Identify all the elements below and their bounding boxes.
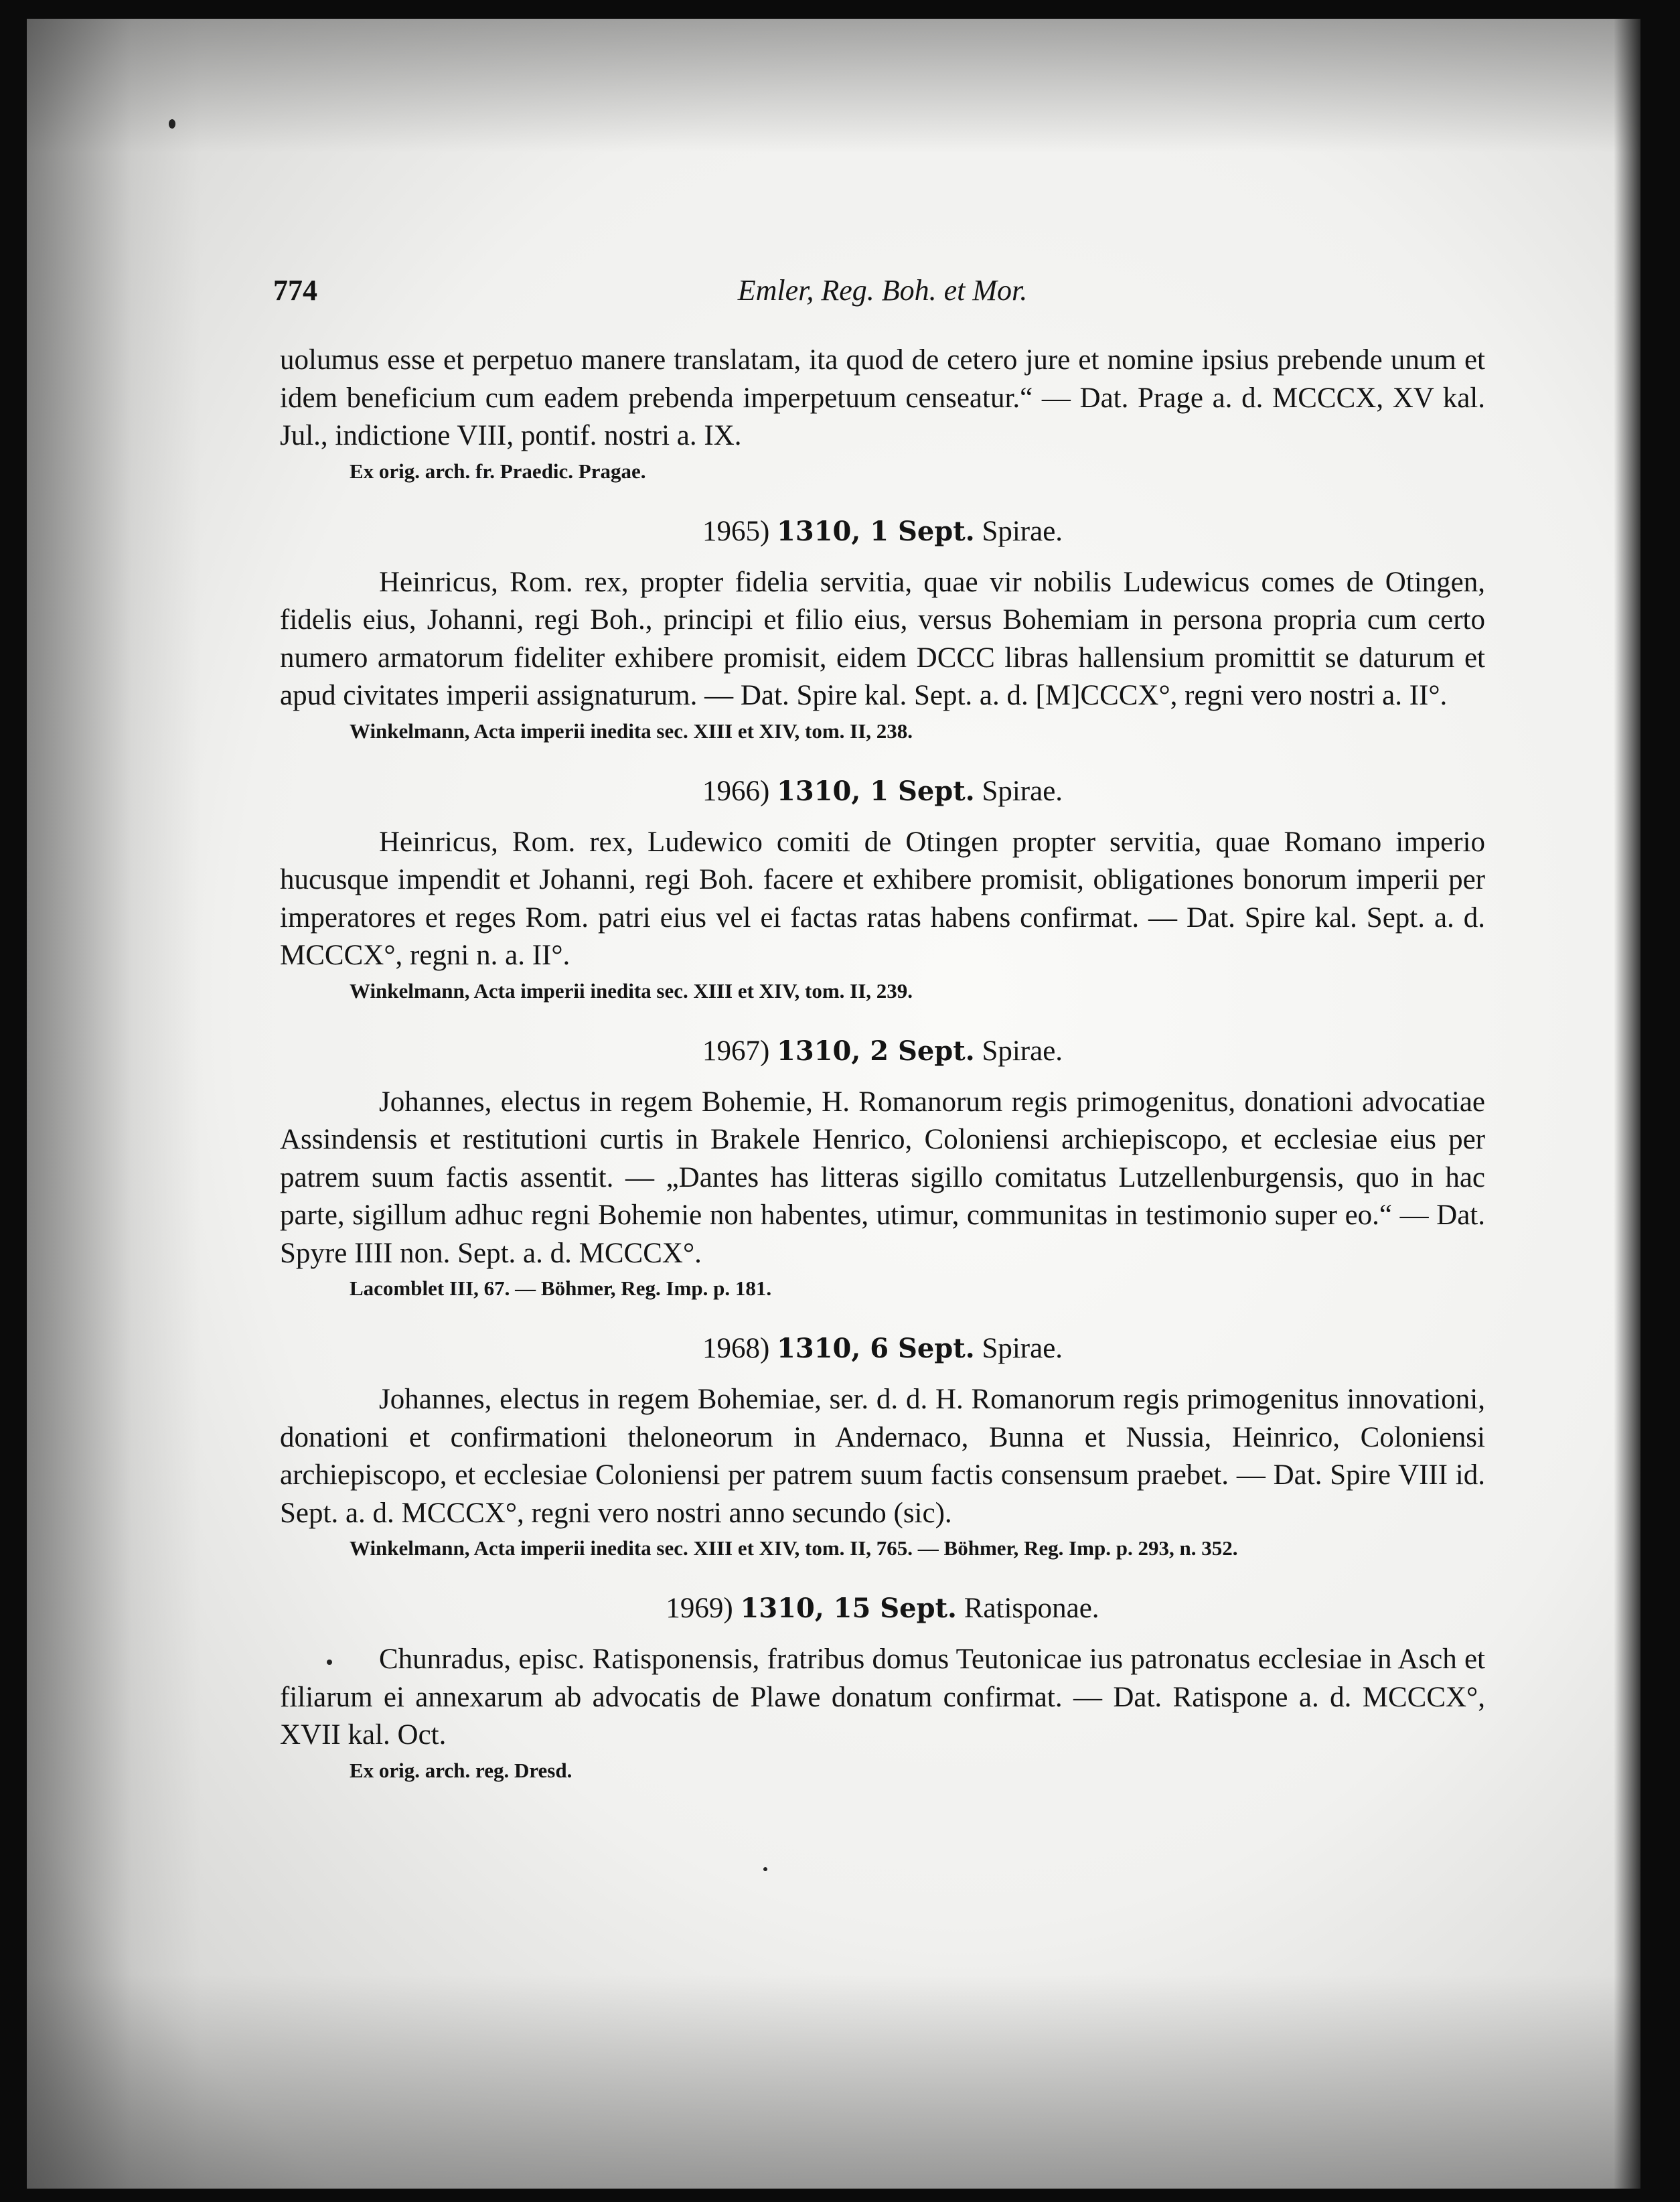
entry-text: Johannes, electus in regem Bohemie, H. Romanorum regis primogenitus, donationi advocatiae Assindensis et restitutioni curtis in Brakele Henrico, Coloniensi archiepiscopo, et ecclesiae eius per patrem suum factis assentit. — „Dantes has litteras sigillo comitatus Lutzellenburgensis, quo in hac parte, sigillum adhuc regni Bohemie non habentes, utimur, communitas in testimonio super eo.“ — Dat. Spyre IIII non. Sept. a. d. MCCCX°. <box>280 1086 1485 1269</box>
regest-entry-1965 <box>280 513 1485 745</box>
scan-speck <box>169 119 175 129</box>
scan-shadow-bottom <box>27 1974 1640 2189</box>
entry-source: Winkelmann, Acta imperii inedita sec. XIII et XIV, tom. II, 765. — Böhmer, Reg. Imp. p. 293, n. 352. <box>350 1536 1238 1560</box>
scan-shadow-top <box>27 19 1640 153</box>
entry-source: Lacomblet III, 67. — Böhmer, Reg. Imp. p. 181. <box>350 1276 772 1300</box>
scan-shadow-left <box>27 19 201 2189</box>
entry-number: 1966) <box>702 775 770 807</box>
regest-entry-1967 <box>280 1033 1485 1303</box>
entry-date: 1310, 15 Sept. <box>740 1593 957 1624</box>
entry-heading <box>280 1033 1485 1070</box>
entry-text: Chunradus, episc. Ratisponensis, fratribus domus Teutonicae ius patronatus ecclesiae in Asch et filiarum ei annexarum ab advocatis de Plawe donatum confirmat. — Dat. Ratispone a. d. MCCCX°, XVII kal. Oct. <box>280 1643 1485 1751</box>
entry-number: 1965) <box>702 515 770 547</box>
entry-place: Spirae. <box>982 1333 1063 1364</box>
entry-heading <box>280 1590 1485 1627</box>
page-number: 774 <box>273 274 317 307</box>
entry-place: Ratisponae. <box>964 1593 1099 1624</box>
entry-heading <box>280 1330 1485 1368</box>
entry-place: Spirae. <box>982 515 1063 547</box>
entry-source: Winkelmann, Acta imperii inedita sec. XIII et XIV, tom. II, 238. <box>350 719 913 743</box>
entry-date: 1310, 1 Sept. <box>777 775 975 807</box>
entry-date: 1310, 2 Sept. <box>777 1035 975 1067</box>
regest-entry-1969 <box>280 1590 1485 1784</box>
entry-place: Spirae. <box>982 1035 1063 1067</box>
entry-source: Winkelmann, Acta imperii inedita sec. XIII et XIV, tom. II, 239. <box>350 978 913 1003</box>
regest-entry-1968 <box>280 1330 1485 1562</box>
entry-source: Ex orig. arch. reg. Dresd. <box>350 1758 572 1782</box>
regest-entry-1966 <box>280 773 1485 1005</box>
entry-place: Spirae. <box>982 775 1063 807</box>
running-title: Emler, Reg. Boh. et Mor. <box>737 274 1028 307</box>
entry-text: Johannes, electus in regem Bohemiae, ser. d. d. H. Romanorum regis primogenitus innovationi, donationi et confirmationi theloneorum in Andernaco, Bunna et Nussia, Heinrico, Coloniensi archiepiscopo, et ecclesiae Coloniensi per patrem suum factis consensum praebet. — Dat. Spire VIII id. Sept. a. d. MCCCX°, regni vero nostri anno secundo (sic). <box>280 1384 1485 1529</box>
entry-text: Heinricus, Rom. rex, Ludewico comiti de Otingen propter servitia, quae Romano imperio hucusque impendit et Johanni, regi Boh. facere et exhibere promisit, obligationes bonorum imperii per imperatores et reges Rom. patri eius vel ei factas ratas habens confirmat. — Dat. Spire kal. Sept. a. d. MCCCX°, regni n. a. II°. <box>280 826 1485 971</box>
entry-text: Heinricus, Rom. rex, propter fidelia servitia, quae vir nobilis Ludewicus comes de Otingen, fidelis eius, Johanni, regi Boh., principi et filio eius, versus Bohemiam in persona propria cum certo numero armatorum fideliter exhibere promisit, eidem DCCC libras hallensium promittit se daturum et apud civitates imperii assignaturum. — Dat. Spire kal. Sept. a. d. [M]CCCX°, regni vero nostri a. II°. <box>280 566 1485 711</box>
entry-date: 1310, 6 Sept. <box>777 1333 975 1364</box>
continuation-paragraph: uolumus esse et perpetuo manere translatam, ita quod de cetero jure et nomine ipsius prebende unum et idem beneficium cum eadem prebenda imperpetuum censeatur.“ — Dat. Prage a. d. MCCCX, XV kal. Jul., indictione VIII, pontif. nostri a. IX. <box>280 344 1485 451</box>
source-note: Ex orig. arch. fr. Praedic. Pragae. <box>350 459 646 483</box>
scan-shadow-right <box>1614 19 1640 2189</box>
page-body <box>280 342 1485 1784</box>
entry-heading <box>280 513 1485 550</box>
scan-speck <box>763 1867 767 1871</box>
entry-date: 1310, 1 Sept. <box>777 515 975 547</box>
entry-number: 1968) <box>702 1333 770 1364</box>
entry-number: 1969) <box>666 1593 733 1624</box>
entry-heading <box>280 773 1485 810</box>
entry-number: 1967) <box>702 1035 770 1067</box>
running-head <box>273 273 1492 320</box>
